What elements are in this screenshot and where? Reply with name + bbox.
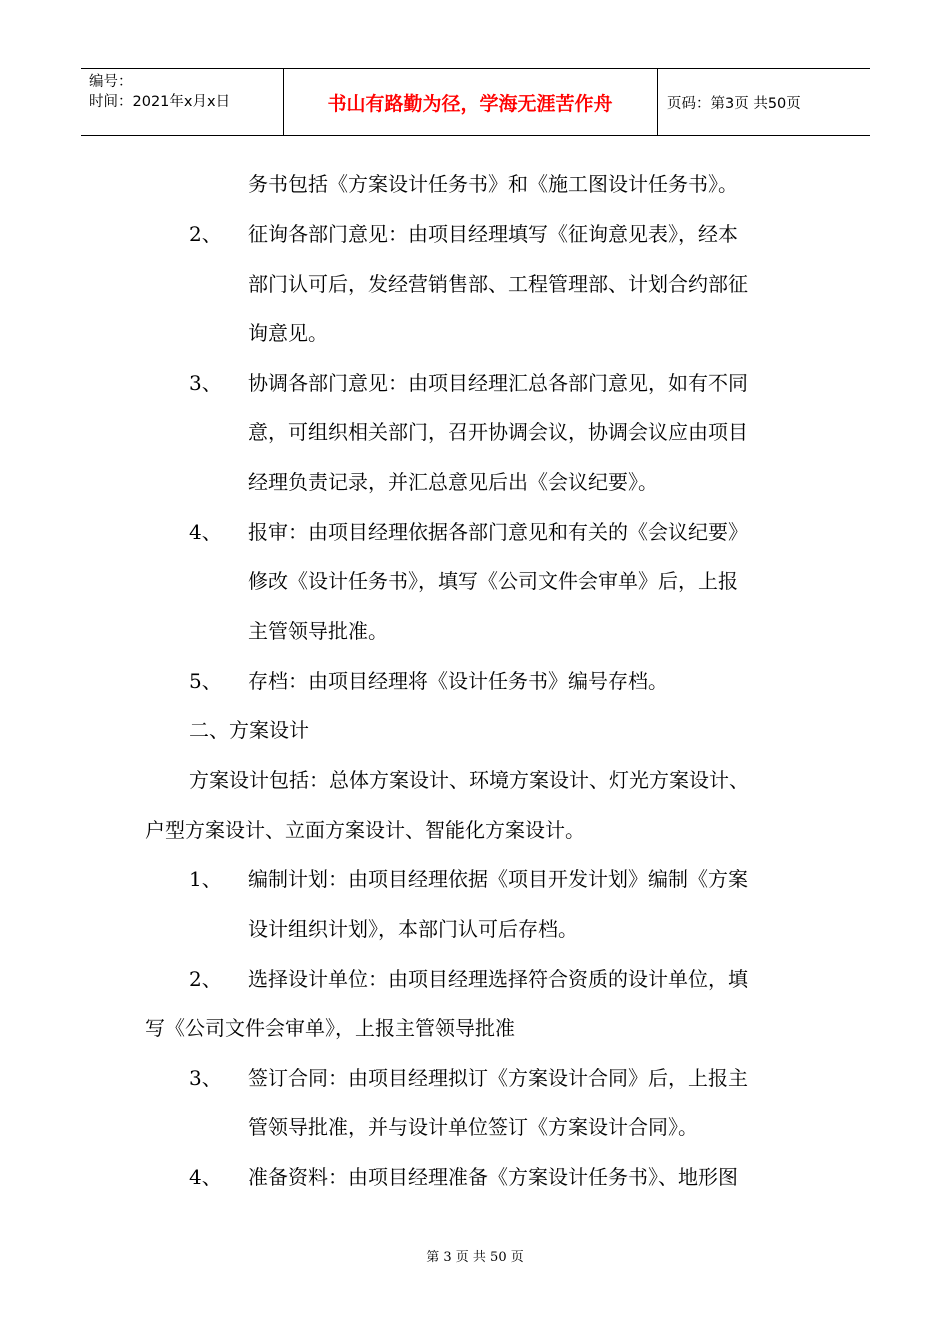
body-line: 经理负责记录，并汇总意见后出《会议纪要》。 [248, 470, 658, 494]
body-line: 修改《设计任务书》，填写《公司文件会审单》后，上报 [248, 569, 738, 593]
header-divider [657, 68, 658, 136]
list-number: 3、 [189, 371, 222, 395]
body-line: 户型方案设计、立面方案设计、智能化方案设计。 [145, 818, 585, 842]
page-footer: 第 3 页 共 50 页 [426, 1250, 524, 1265]
body-line: 征询各部门意见：由项目经理填写《征询意见表》，经本 [248, 222, 738, 246]
date-label: 时间：2021年x月x日 [89, 94, 231, 110]
header-page-info: 页码：第3页 共50页 [667, 95, 801, 112]
list-number: 3、 [189, 1066, 222, 1090]
list-number: 1、 [189, 867, 222, 891]
body-line: 协调各部门意见：由项目经理汇总各部门意见，如有不同 [248, 371, 748, 395]
body-line: 部门认可后，发经营销售部、工程管理部、计划合约部征 [248, 272, 748, 296]
section-heading: 二、方案设计 [189, 718, 309, 742]
list-number: 2、 [189, 967, 222, 991]
body-line: 写《公司文件会审单》，上报主管领导批准 [145, 1016, 515, 1040]
list-number: 5、 [189, 669, 222, 693]
body-line: 方案设计包括：总体方案设计、环境方案设计、灯光方案设计、 [189, 768, 749, 792]
body-line: 管领导批准，并与设计单位签订《方案设计合同》。 [248, 1115, 698, 1139]
body-line: 准备资料：由项目经理准备《方案设计任务书》、地形图 [248, 1165, 738, 1189]
body-line: 选择设计单位：由项目经理选择符合资质的设计单位，填 [248, 967, 748, 991]
body-line: 编制计划：由项目经理依据《项目开发计划》编制《方案 [248, 867, 748, 891]
body-line: 存档：由项目经理将《设计任务书》编号存档。 [248, 669, 668, 693]
serial-label: 编号： [89, 74, 133, 90]
body-line: 务书包括《方案设计任务书》和《施工图设计任务书》。 [248, 172, 738, 196]
header-meta [89, 72, 230, 112]
header-motto: 书山有路勤为径，学海无涯苦作舟 [327, 92, 613, 115]
body-line: 签订合同：由项目经理拟订《方案设计合同》后，上报主 [248, 1066, 748, 1090]
body-line: 询意见。 [248, 321, 328, 345]
list-number: 2、 [189, 222, 222, 246]
list-number: 4、 [189, 520, 222, 544]
header-table [81, 68, 870, 136]
body-line: 设计组织计划》，本部门认可后存档。 [248, 917, 578, 941]
list-number: 4、 [189, 1165, 222, 1189]
body-line: 报审：由项目经理依据各部门意见和有关的《会议纪要》 [248, 520, 748, 544]
body-line: 意，可组织相关部门，召开协调会议，协调会议应由项目 [248, 420, 748, 444]
body-line: 主管领导批准。 [248, 619, 388, 643]
